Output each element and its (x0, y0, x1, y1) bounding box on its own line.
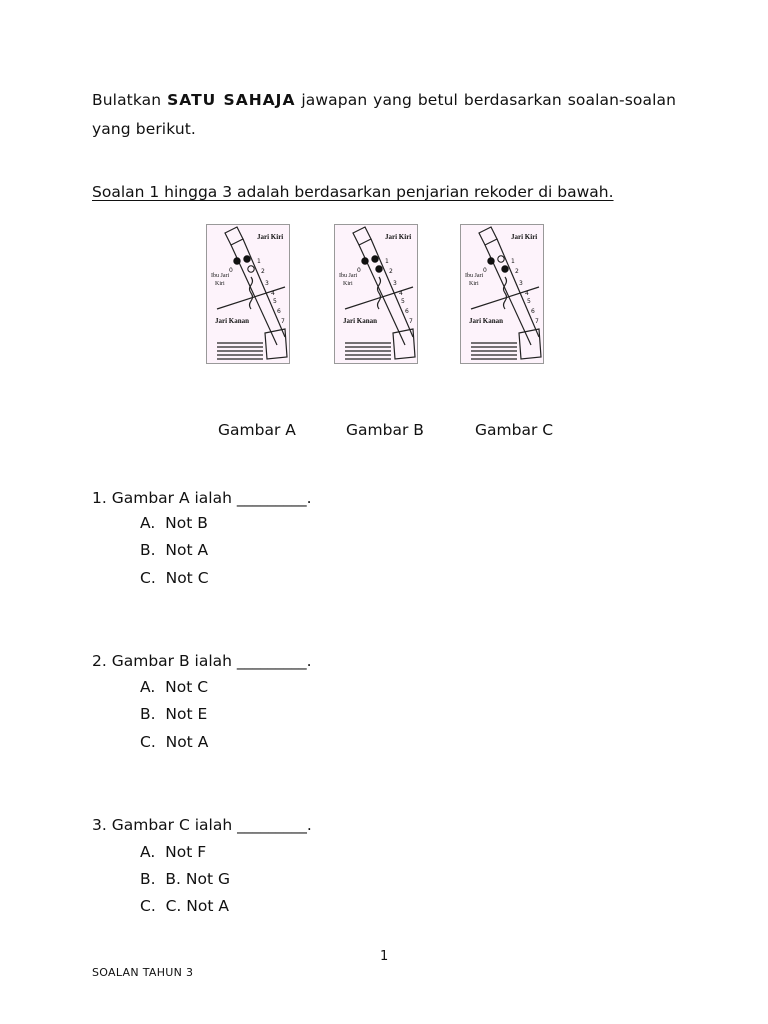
section-heading: Soalan 1 hingga 3 adalah berdasarkan penjarian rekoder di bawah. (92, 183, 614, 201)
question-3-option-b[interactable] (140, 870, 230, 888)
hole-number-2: 2 (389, 268, 393, 275)
recorder-figure-b (334, 224, 418, 364)
hole-number-6: 6 (531, 308, 535, 315)
question-2-option-a[interactable] (140, 678, 208, 696)
instruction-suffix: jawapan yang betul berdasarkan soalan-soalan yang berikut. (92, 91, 676, 138)
question-1-option-b[interactable] (140, 541, 208, 559)
caption-gambar-b: Gambar B (346, 421, 424, 439)
recorder-fingering-diagram-c (461, 225, 543, 363)
option-text: Not C (165, 569, 209, 587)
label-right-fingers: Jari Kanan (215, 317, 250, 325)
label-left-thumb-2: Kiri (215, 281, 225, 287)
hole-number-7: 7 (409, 318, 413, 325)
hole-2 (376, 266, 382, 272)
label-left-thumb-2: Kiri (343, 281, 353, 287)
instruction-emphasis: SATU SAHAJA (167, 91, 296, 109)
hole-number-4: 4 (399, 290, 403, 297)
recorder-figure-a (206, 224, 290, 364)
question-1-option-a[interactable] (140, 514, 208, 532)
question-3-option-a[interactable] (140, 843, 206, 861)
hole-0 (488, 258, 494, 264)
label-left-fingers: Jari Kiri (257, 233, 284, 241)
label-right-fingers: Jari Kanan (343, 317, 378, 325)
hole-0 (362, 258, 368, 264)
hole-number-1: 1 (257, 258, 261, 265)
hole-number-2: 2 (515, 268, 519, 275)
option-letter: A. (140, 843, 156, 861)
caption-gambar-a: Gambar A (218, 421, 296, 439)
option-text: Not B (165, 514, 208, 532)
page-number: 1 (380, 949, 389, 964)
hole-number-7: 7 (281, 318, 285, 325)
label-left-fingers: Jari Kiri (511, 233, 538, 241)
option-text: B. Not G (165, 870, 231, 888)
question-2-option-b[interactable] (140, 705, 207, 723)
option-letter: A. (140, 678, 156, 696)
hole-number-1: 1 (511, 258, 515, 265)
hole-number-7: 7 (535, 318, 539, 325)
option-text: C. Not A (165, 897, 229, 915)
option-letter: B. (140, 705, 156, 723)
hole-number-5: 5 (527, 298, 531, 305)
instruction-prefix: Bulatkan (92, 91, 168, 109)
hole-2 (502, 266, 508, 272)
label-left-thumb: Ibu Jari (465, 273, 484, 279)
hole-0 (234, 258, 240, 264)
question-2-option-c[interactable] (140, 733, 208, 751)
hole-1 (244, 256, 250, 262)
question-1-option-c[interactable] (140, 569, 209, 587)
option-letter: C. (140, 733, 156, 751)
option-text: Not F (165, 843, 207, 861)
hole-number-3: 3 (519, 280, 523, 287)
instruction-paragraph (92, 86, 676, 144)
footer-text: SOALAN TAHUN 3 (92, 966, 194, 979)
hole-number-0: 0 (483, 267, 487, 274)
label-left-thumb: Ibu Jari (211, 273, 230, 279)
hole-number-1: 1 (385, 258, 389, 265)
hole-number-6: 6 (405, 308, 409, 315)
option-letter: C. (140, 569, 156, 587)
hole-number-5: 5 (401, 298, 405, 305)
option-text: Not E (165, 705, 208, 723)
recorder-figure-c (460, 224, 544, 364)
question-3: 3. Gambar C ialah _________. (92, 816, 312, 834)
option-letter: B. (140, 541, 156, 559)
recorder-fingering-diagram-a (207, 225, 289, 363)
option-letter: C. (140, 897, 156, 915)
hole-number-5: 5 (273, 298, 277, 305)
hole-1 (372, 256, 378, 262)
option-letter: B. (140, 870, 156, 888)
hole-2 (248, 266, 254, 272)
question-3-option-c[interactable] (140, 897, 229, 915)
hole-number-0: 0 (229, 267, 233, 274)
question-1: 1. Gambar A ialah _________. (92, 489, 312, 507)
recorder-fingering-diagram-b (335, 225, 417, 363)
hole-1 (498, 256, 504, 262)
hole-number-4: 4 (271, 290, 275, 297)
option-text: Not A (165, 541, 209, 559)
question-2: 2. Gambar B ialah _________. (92, 652, 312, 670)
label-right-fingers: Jari Kanan (469, 317, 504, 325)
hole-number-0: 0 (357, 267, 361, 274)
hole-number-4: 4 (525, 290, 529, 297)
option-text: Not A (165, 733, 209, 751)
hole-number-2: 2 (261, 268, 265, 275)
hole-number-6: 6 (277, 308, 281, 315)
option-letter: A. (140, 514, 156, 532)
hole-number-3: 3 (393, 280, 397, 287)
label-left-thumb: Ibu Jari (339, 273, 358, 279)
caption-gambar-c: Gambar C (475, 421, 554, 439)
label-left-fingers: Jari Kiri (385, 233, 412, 241)
hole-number-3: 3 (265, 280, 269, 287)
label-left-thumb-2: Kiri (469, 281, 479, 287)
option-text: Not C (165, 678, 209, 696)
